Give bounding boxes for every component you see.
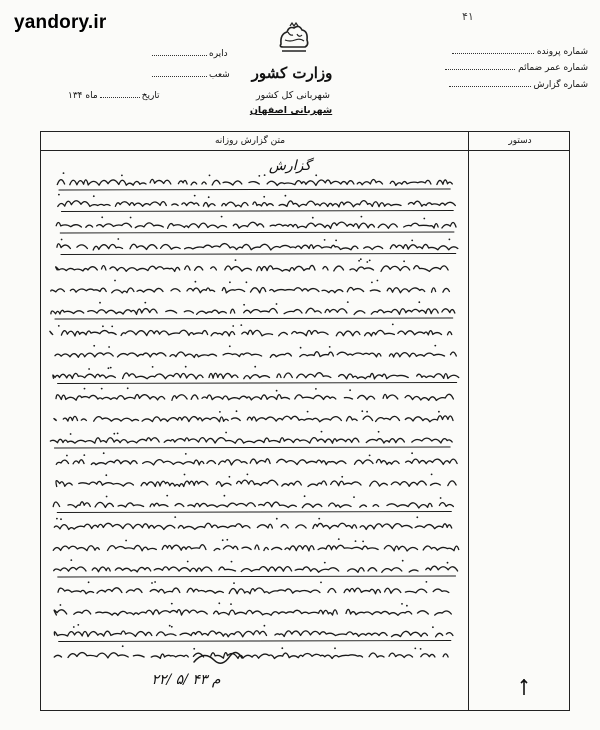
ink-dot — [307, 411, 309, 413]
handwriting-line — [52, 609, 451, 615]
ink-dot — [416, 516, 418, 518]
ink-dot — [218, 602, 220, 604]
ink-dot — [114, 280, 116, 282]
ink-dot — [108, 367, 110, 369]
ink-dot — [321, 431, 323, 433]
handwriting-line — [56, 394, 453, 400]
ink-dot — [229, 281, 231, 283]
underline-rule — [57, 512, 451, 513]
ink-dot — [349, 389, 351, 391]
handwriting-line — [47, 545, 459, 551]
ink-dot — [77, 624, 79, 626]
ink-dot — [221, 216, 223, 218]
handwriting-line — [58, 588, 449, 594]
ink-dot — [229, 345, 231, 347]
field-date-value: ماه ۱۳۴ — [68, 91, 98, 101]
ink-dot — [236, 410, 238, 412]
ink-dot — [355, 540, 357, 542]
field-file-number-label: شماره پرونده — [536, 47, 588, 57]
ink-dot — [151, 582, 153, 584]
ink-dot — [360, 258, 362, 260]
handwriting-line — [50, 179, 452, 185]
column-divider — [468, 131, 469, 711]
field-date — [68, 91, 160, 101]
handwriting-line — [53, 373, 459, 379]
ink-dot — [121, 175, 123, 177]
field-department-label: دایره — [209, 49, 228, 59]
ink-dot — [70, 433, 72, 435]
ink-dot — [240, 324, 242, 326]
ink-dot — [106, 496, 108, 498]
handwriting-line — [50, 438, 452, 444]
ink-dot — [166, 495, 168, 497]
ink-dot — [411, 452, 413, 454]
underline-rule — [54, 447, 450, 448]
field-department — [150, 49, 228, 59]
ink-dot — [219, 411, 221, 413]
ink-dot — [312, 217, 314, 219]
ink-dot — [247, 474, 249, 476]
handwriting-line — [57, 244, 458, 250]
ink-dot — [130, 217, 132, 219]
ink-dot — [361, 410, 363, 412]
ink-dot — [185, 366, 187, 368]
ministry-title: وزارت کشور — [251, 64, 333, 82]
ink-dot — [411, 240, 413, 242]
ink-dot — [174, 516, 176, 518]
field-branch-label: شعب — [209, 70, 230, 80]
ink-dot — [110, 367, 112, 369]
ink-dot — [195, 281, 197, 283]
handwritten-report-body — [44, 172, 468, 692]
handwriting-line — [50, 201, 455, 207]
ink-dot — [169, 625, 171, 627]
ink-dot — [63, 172, 65, 174]
ink-dot — [329, 346, 331, 348]
ink-dot — [99, 302, 101, 304]
report-heading: گزارش — [268, 158, 312, 174]
ink-dot — [402, 560, 404, 562]
ink-dot — [93, 195, 95, 197]
ink-dot — [232, 325, 234, 327]
ink-dot — [58, 194, 60, 196]
ink-dot — [226, 539, 228, 541]
ink-dot — [414, 648, 416, 650]
field-report-number-label: شماره گزارش — [533, 80, 588, 90]
handwriting-line — [54, 631, 453, 637]
ink-dot — [184, 474, 186, 476]
ink-dot — [392, 324, 394, 326]
ink-dot — [208, 196, 210, 198]
ink-dot — [338, 538, 340, 540]
ink-dot — [276, 518, 278, 520]
underline-rule — [58, 576, 456, 577]
underline-rule — [59, 189, 450, 190]
ink-dot — [108, 346, 110, 348]
field-date-label: تاریخ — [141, 91, 160, 101]
field-file-number — [449, 47, 588, 57]
handwriting-line — [53, 502, 453, 508]
ink-dot — [125, 540, 127, 542]
ink-dot — [111, 326, 113, 328]
ink-dot — [300, 347, 302, 349]
ink-dot — [224, 495, 226, 497]
ink-dot — [235, 259, 237, 261]
ink-dot — [117, 433, 119, 435]
ink-dot — [230, 603, 232, 605]
office-line-isfahan: شهربانی اصفهان — [249, 105, 333, 116]
ink-dot — [324, 239, 326, 241]
ink-dot — [58, 325, 60, 327]
underline-rule — [60, 232, 454, 233]
ink-dot — [117, 238, 119, 240]
ink-dot — [426, 581, 428, 583]
ink-dot — [315, 174, 317, 176]
ink-dot — [93, 345, 95, 347]
instruction-column-header: دستور — [508, 136, 532, 146]
ink-dot — [105, 474, 107, 476]
ink-dot — [83, 454, 85, 456]
ink-dot — [113, 433, 115, 435]
report-date: ۲۲/ ۵/ ۴۳ م — [151, 672, 221, 688]
ink-dot — [432, 626, 434, 628]
field-attachments-label: شماره عمر ضمائم — [518, 63, 588, 73]
handwriting-line — [56, 459, 457, 465]
ink-dot — [378, 431, 380, 433]
ink-dot — [371, 282, 373, 284]
ink-dot — [369, 455, 371, 457]
ink-dot — [276, 303, 278, 305]
field-branch — [150, 70, 230, 80]
ink-dot — [324, 562, 326, 564]
ink-dot — [264, 174, 266, 176]
ink-dot — [353, 496, 355, 498]
handwriting-line — [47, 653, 448, 659]
ink-dot — [434, 345, 436, 347]
ink-dot — [56, 518, 58, 520]
ink-dot — [438, 411, 440, 413]
page-number: ۴۱ — [462, 10, 474, 23]
ink-dot — [60, 604, 62, 606]
ink-dot — [320, 582, 322, 584]
ink-dot — [225, 432, 227, 434]
handwriting-line — [54, 523, 451, 529]
field-report-number — [446, 80, 589, 90]
site-watermark: yandory.ir — [14, 12, 107, 33]
ink-dot — [84, 388, 86, 390]
underline-rule — [58, 383, 457, 384]
ink-dot — [335, 240, 337, 242]
ink-dot — [276, 390, 278, 392]
handwriting-line — [56, 480, 456, 486]
report-text-column-header: متن گزارش روزانه — [214, 136, 286, 146]
ink-dot — [420, 648, 422, 650]
ink-dot — [101, 388, 103, 390]
ink-dot — [88, 368, 90, 370]
ink-dot — [229, 476, 231, 478]
ink-dot — [73, 626, 75, 628]
ink-dot — [258, 175, 260, 177]
header-rule — [40, 150, 570, 151]
underline-rule — [55, 318, 453, 319]
ink-dot — [362, 541, 364, 543]
ink-dot — [304, 495, 306, 497]
ink-dot — [144, 302, 146, 304]
ink-dot — [60, 518, 62, 520]
handwriting-line — [55, 352, 456, 358]
ink-dot — [194, 195, 196, 197]
ink-dot — [401, 603, 403, 605]
ink-dot — [70, 559, 72, 561]
ink-dot — [341, 476, 343, 478]
handwriting-line — [51, 308, 455, 314]
ink-dot — [377, 280, 379, 282]
ink-dot — [61, 239, 63, 241]
ink-dot — [246, 281, 248, 283]
ink-dot — [254, 366, 256, 368]
ink-dot — [171, 626, 173, 628]
handwriting-line — [50, 330, 452, 336]
underline-rule — [61, 211, 453, 212]
underline-rule — [59, 641, 451, 642]
ink-dot — [447, 562, 449, 564]
ink-dot — [431, 474, 433, 476]
ink-dot — [171, 603, 173, 605]
ink-dot — [243, 304, 245, 306]
handwriting-line — [54, 416, 453, 422]
ink-dot — [366, 261, 368, 263]
ink-dot — [122, 645, 124, 647]
ink-dot — [101, 216, 103, 218]
ink-dot — [358, 260, 360, 262]
handwriting-line — [56, 265, 448, 271]
handwriting-line — [51, 287, 450, 293]
ink-dot — [449, 239, 451, 241]
ink-dot — [403, 260, 405, 262]
emblem-icon — [275, 22, 313, 56]
ink-dot — [334, 647, 336, 649]
ink-dot — [347, 301, 349, 303]
ink-dot — [209, 175, 211, 177]
ink-dot — [222, 539, 224, 541]
ink-dot — [264, 625, 266, 627]
ink-dot — [281, 647, 283, 649]
ink-dot — [187, 561, 189, 563]
underline-rule — [61, 254, 456, 255]
ink-dot — [361, 216, 363, 218]
ink-dot — [423, 218, 425, 220]
ink-dot — [406, 605, 408, 607]
ink-dot — [152, 366, 154, 368]
ink-dot — [127, 387, 129, 389]
office-line-national: شهربانی کل کشور — [256, 90, 330, 101]
ink-dot — [154, 581, 156, 583]
margin-mark-icon — [518, 677, 530, 697]
ink-dot — [66, 455, 68, 457]
ink-dot — [88, 581, 90, 583]
ink-dot — [418, 301, 420, 303]
ink-dot — [369, 260, 371, 262]
ink-dot — [315, 388, 317, 390]
ink-dot — [285, 195, 287, 197]
ink-dot — [318, 518, 320, 520]
ink-dot — [366, 411, 368, 413]
ink-dot — [231, 561, 233, 563]
ink-dot — [185, 453, 187, 455]
ink-dot — [263, 196, 265, 198]
ink-dot — [193, 648, 195, 650]
ink-dot — [233, 582, 235, 584]
handwriting-line — [56, 222, 456, 228]
ink-dot — [440, 497, 442, 499]
handwriting-line — [54, 566, 458, 572]
field-attachments-number — [442, 63, 588, 73]
ink-dot — [102, 325, 104, 327]
ink-dot — [103, 452, 105, 454]
